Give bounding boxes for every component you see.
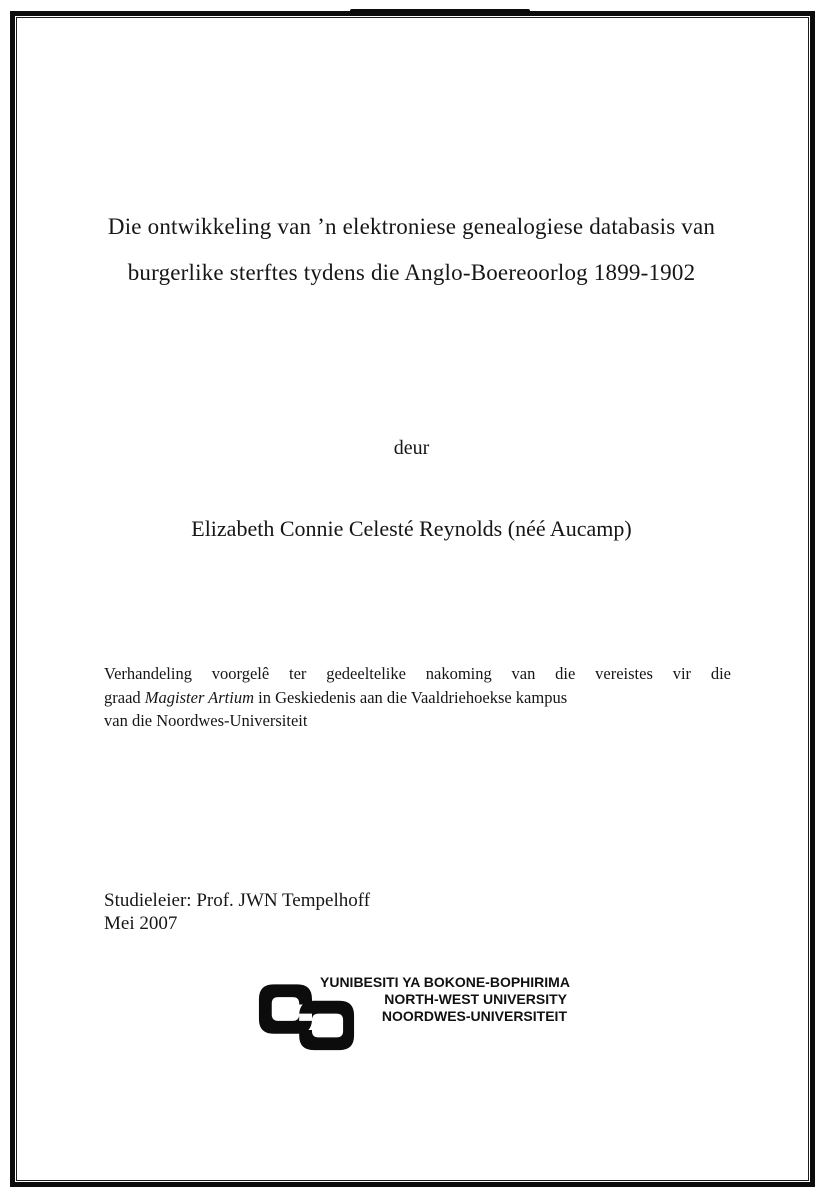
supervisor-block xyxy=(104,889,370,935)
author-name: Elizabeth Connie Celesté Reynolds (néé Aucamp) xyxy=(191,516,632,541)
degree-statement-line-1: Verhandeling voorgelê ter gedeeltelike nakoming van die vereistes vir die xyxy=(104,664,731,683)
degree-statement-line-2 xyxy=(104,686,731,710)
degree-statement-line-2-post: in Geskiedenis aan die Vaaldriehoekse kampus xyxy=(254,687,568,707)
scan-artifact xyxy=(350,9,530,13)
thesis-title-line-1: Die ontwikkeling van ’n elektroniese genealogiese databasis van xyxy=(107,214,716,239)
date-line: Mei 2007 xyxy=(104,913,178,934)
logo-line-english: NORTH-WEST UNIVERSITY xyxy=(384,991,567,1008)
degree-statement xyxy=(104,662,731,733)
thesis-title xyxy=(14,204,809,296)
thesis-title-line-2: burgerlike sterftes tydens die Anglo-Boereoorlog 1899-1902 xyxy=(127,260,696,285)
degree-statement-line-3: van die Noordwes-Universiteit xyxy=(104,711,308,730)
supervisor-line: Studieleier: Prof. JWN Tempelhoff xyxy=(104,890,371,911)
degree-name-italic: Magister Artium xyxy=(144,687,255,707)
byline-deur: deur xyxy=(393,437,430,459)
logo-line-setswana: YUNIBESITI YA BOKONE-BOPHIRIMA xyxy=(320,974,570,990)
university-logo-text xyxy=(320,974,570,1026)
logo-line-afrikaans: NOORDWES-UNIVERSITEIT xyxy=(381,1008,567,1025)
degree-statement-line-2-pre: graad xyxy=(104,687,145,707)
